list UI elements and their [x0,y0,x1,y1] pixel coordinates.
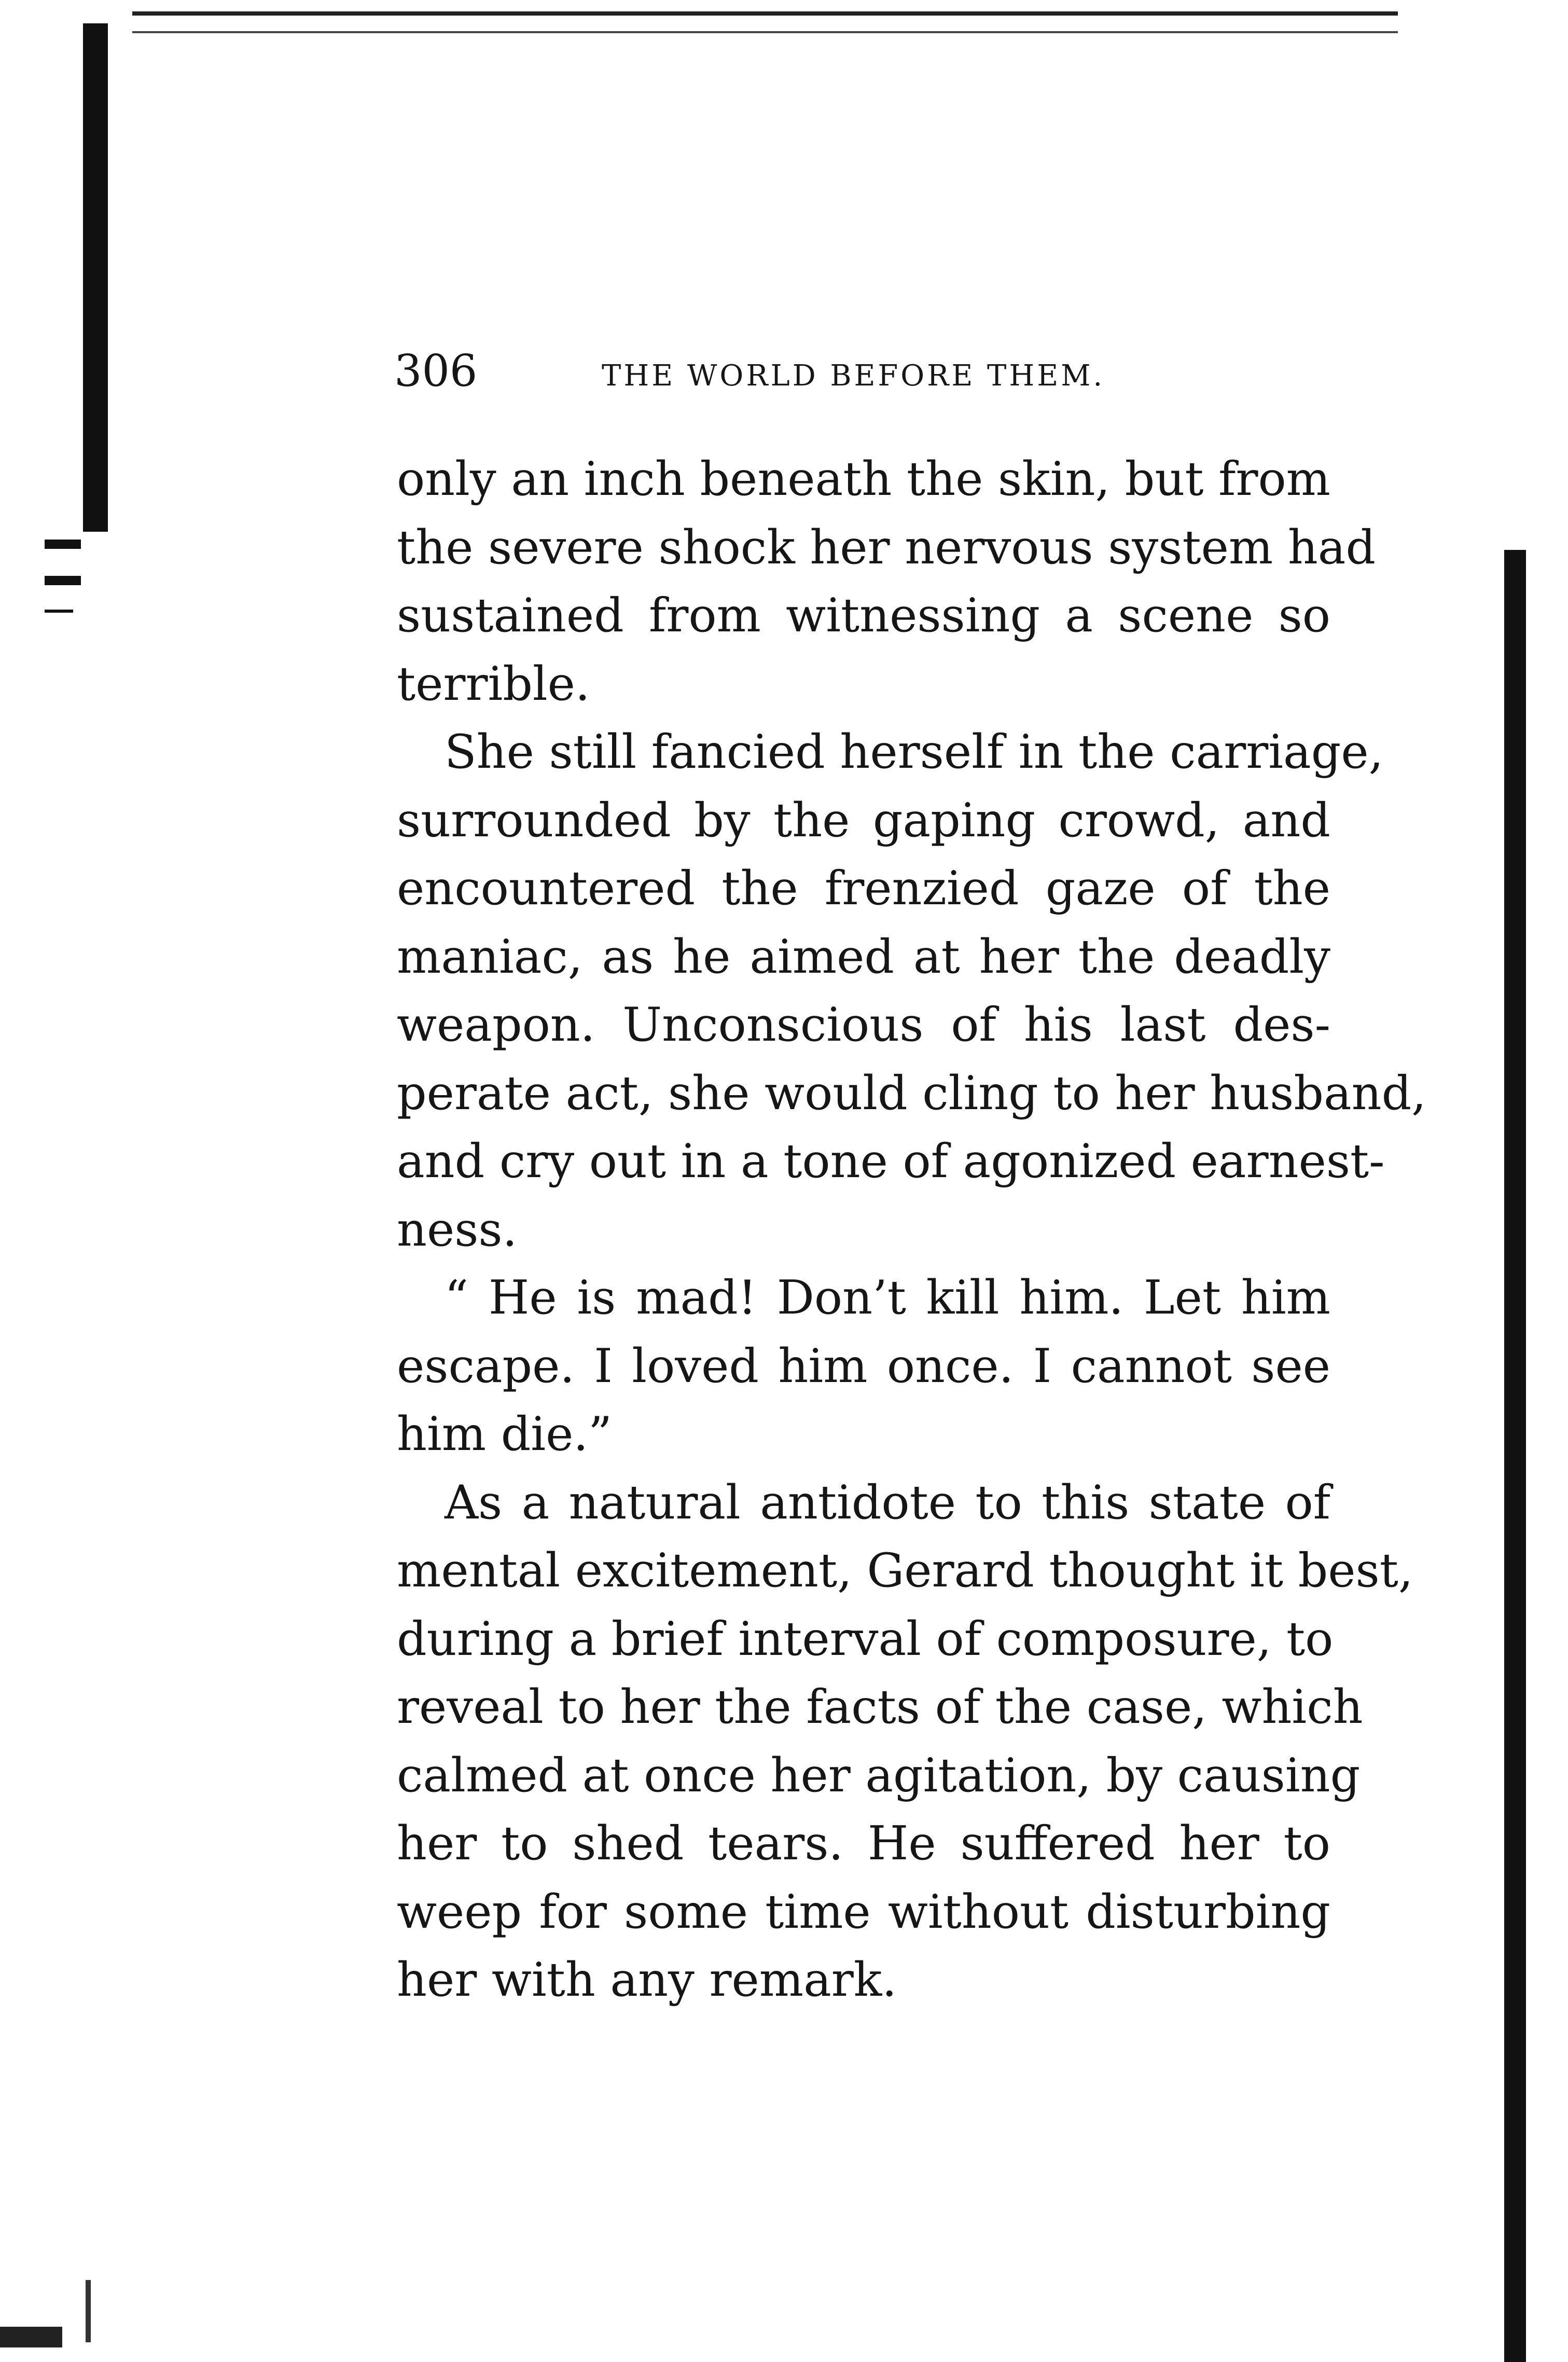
text-line: her to shed tears. He suffered her to [397,1816,1330,1871]
text-line: “ He is mad! Don’t kill him. Let him [445,1270,1330,1325]
text-line: maniac, as he aimed at her the deadly [397,929,1330,984]
text-line: weep for some time without disturbing [397,1884,1330,1939]
scan-tick [45,576,81,585]
scan-tick [45,540,81,549]
text-line: her with any remark. [397,1953,897,2007]
running-title: THE WORLD BEFORE THEM. [602,359,1105,393]
running-header [394,342,1172,399]
scan-bottom-mark [86,2280,91,2342]
text-line: reveal to her the facts of the case, which [397,1680,1363,1734]
body-text [397,445,1426,2014]
text-line: mental excitement, Gerard thought it best, [397,1543,1413,1598]
text-line: him die.” [397,1407,612,1461]
text-line: She still fancied herself in the carriage, [445,725,1384,779]
text-line: As a natural antidote to this state of [445,1475,1330,1530]
text-line: calmed at once her agitation, by causing [397,1748,1361,1803]
page-number: 306 [394,346,478,396]
scan-right-edge-bar [1504,550,1526,2362]
text-line: ness. [397,1202,518,1257]
scan-left-edge-bar [83,23,108,532]
text-line: sustained from witnessing a scene so [397,588,1330,643]
text-line: surrounded by the gaping crowd, and [397,793,1330,848]
text-line: the severe shock her nervous system had [397,520,1376,575]
text-line: and cry out in a tone of agonized earnest- [397,1134,1385,1189]
text-line: only an inch beneath the skin, but from [397,452,1330,506]
text-line: terrible. [397,656,590,711]
text-line: escape. I loved him once. I cannot see [397,1338,1330,1393]
text-line: encountered the frenzied gaze of the [397,861,1330,916]
text-line: during a brief interval of composure, to [397,1611,1334,1666]
scan-bottom-mark [0,2327,62,2347]
scan-tick [45,610,73,613]
scan-top-rule-secondary [132,31,1398,33]
text-line: weapon. Unconscious of his last des- [397,998,1330,1052]
scan-top-rule [132,11,1398,16]
text-line: perate act, she would cling to her husband, [397,1066,1426,1121]
